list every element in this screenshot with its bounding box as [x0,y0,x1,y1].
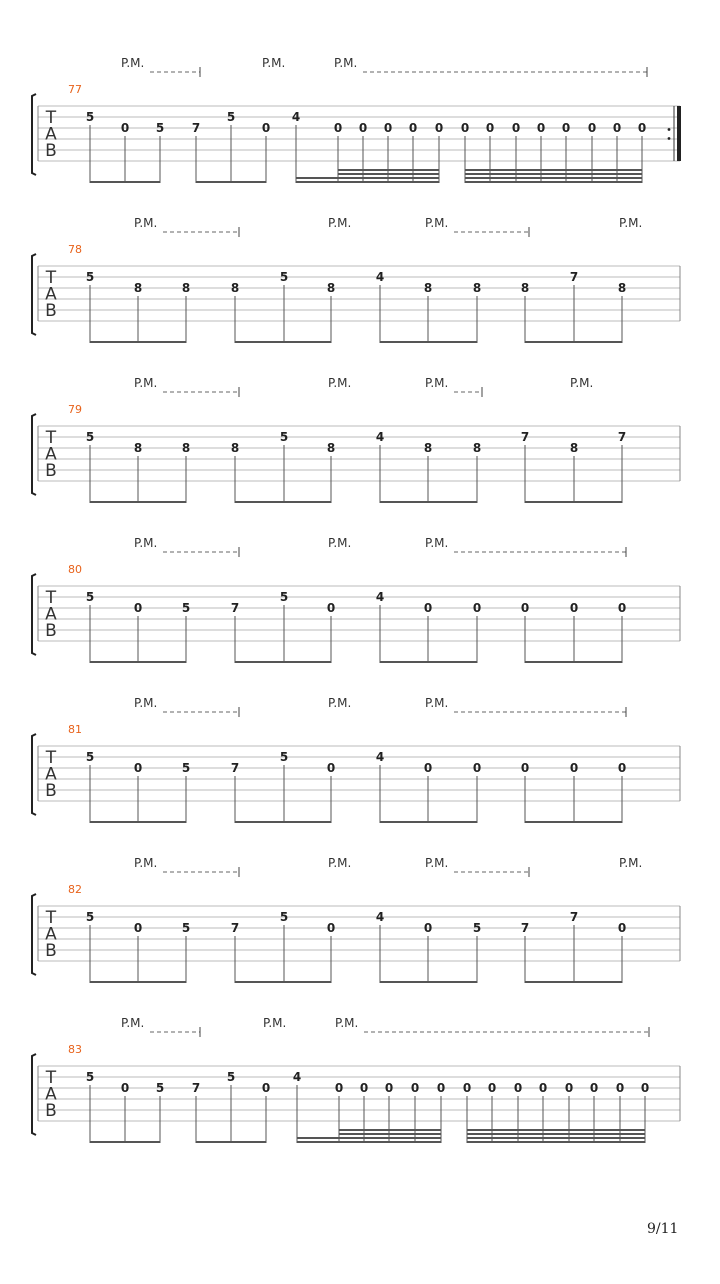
note-beam [525,981,622,983]
fret-number: 0 [423,921,433,935]
tab-letter: T [45,428,57,448]
fret-number: 7 [230,921,240,935]
palm-mute-label: P.M. [328,376,352,390]
fret-number: 5 [155,1081,165,1095]
note-beam [235,981,331,983]
fret-number: 0 [615,1081,625,1095]
fret-number: 0 [538,1081,548,1095]
note-beam [465,177,642,179]
fret-number: 5 [85,110,95,124]
note-beam [338,173,439,175]
tab-letter: A [45,764,57,785]
tab-letter: A [45,604,57,625]
fret-number: 0 [359,1081,369,1095]
fret-number: 5 [279,430,289,444]
note-beam [380,341,477,343]
fret-number: 0 [520,601,530,615]
fret-number: 0 [511,121,521,135]
tab-letter: T [45,748,57,768]
fret-number: 7 [520,430,530,444]
fret-number: 0 [472,601,482,615]
note-beam [296,177,439,179]
fret-number: 7 [230,601,240,615]
fret-number: 5 [85,430,95,444]
fret-number: 8 [230,441,240,455]
fret-number: 0 [564,1081,574,1095]
fret-number: 8 [569,441,579,455]
tab-letter: T [45,1068,57,1088]
measure-number: 78 [68,243,82,256]
fret-number: 0 [423,761,433,775]
note-beam [467,1133,645,1135]
note-beam [339,1129,441,1131]
note-beam [297,1141,441,1143]
fret-number: 0 [569,761,579,775]
note-beam [380,981,477,983]
repeat-thick-barline [677,106,681,161]
fret-number: 8 [133,281,143,295]
palm-mute-label: P.M. [425,376,449,390]
measure-number: 83 [68,1043,82,1056]
fret-number: 5 [279,750,289,764]
note-beam [90,981,186,983]
tab-letter: A [45,444,57,465]
fret-number: 4 [375,910,385,924]
palm-mute-label: P.M. [328,856,352,870]
system-bracket [32,1054,36,1135]
fret-number: 4 [292,1070,302,1084]
note-beam [467,1137,645,1139]
measure-number: 79 [68,403,82,416]
fret-number: 7 [191,121,201,135]
note-beam [235,661,331,663]
tab-letter: B [45,1101,57,1121]
fret-number: 5 [279,590,289,604]
fret-number: 0 [133,601,143,615]
fret-number: 0 [569,601,579,615]
palm-mute-label: P.M. [328,696,352,710]
note-beam [380,661,477,663]
fret-number: 0 [434,121,444,135]
palm-mute-label: P.M. [619,216,643,230]
fret-number: 7 [191,1081,201,1095]
note-beam [525,821,622,823]
palm-mute-label: P.M. [262,56,286,70]
note-beam [467,1141,645,1143]
tab-letter: A [45,924,57,945]
fret-number: 7 [617,430,627,444]
tab-letter: B [45,461,57,481]
tab-system-78 [32,216,680,343]
fret-number: 5 [85,1070,95,1084]
system-bracket [32,894,36,975]
tab-letter: B [45,141,57,161]
tab-letter: B [45,301,57,321]
fret-number: 5 [181,921,191,935]
note-beam [338,169,439,171]
fret-number: 0 [261,121,271,135]
palm-mute-label: P.M. [134,696,158,710]
palm-mute-label: P.M. [425,536,449,550]
tab-system-81 [32,696,680,823]
tab-letter: T [45,588,57,608]
note-beam [196,181,266,183]
note-beam [90,341,186,343]
palm-mute-label: P.M. [134,376,158,390]
fret-number: 0 [410,1081,420,1095]
palm-mute-label: P.M. [134,536,158,550]
measure-number: 80 [68,563,82,576]
fret-number: 0 [326,921,336,935]
fret-number: 0 [462,1081,472,1095]
fret-number: 0 [587,121,597,135]
note-beam [235,501,331,503]
tab-system-77 [32,56,681,183]
fret-number: 8 [326,441,336,455]
fret-number: 5 [279,270,289,284]
fret-number: 0 [617,761,627,775]
fret-number: 0 [589,1081,599,1095]
fret-number: 0 [617,601,627,615]
note-beam [467,1129,645,1131]
fret-number: 8 [133,441,143,455]
fret-number: 0 [333,121,343,135]
tab-letter: T [45,908,57,928]
fret-number: 5 [226,1070,236,1084]
repeat-dot [668,128,671,131]
fret-number: 0 [640,1081,650,1095]
fret-number: 4 [375,430,385,444]
fret-number: 0 [133,761,143,775]
fret-number: 0 [561,121,571,135]
system-bracket [32,414,36,495]
fret-number: 8 [520,281,530,295]
fret-number: 0 [485,121,495,135]
fret-number: 0 [120,1081,130,1095]
fret-number: 0 [472,761,482,775]
tab-system-80 [32,536,680,663]
palm-mute-label: P.M. [328,216,352,230]
fret-number: 0 [133,921,143,935]
fret-number: 0 [436,1081,446,1095]
fret-number: 0 [612,121,622,135]
note-beam [525,661,622,663]
fret-number: 5 [472,921,482,935]
tab-system-83 [32,1016,680,1143]
fret-number: 8 [617,281,627,295]
note-beam [90,1141,160,1143]
note-beam [235,341,331,343]
fret-number: 0 [617,921,627,935]
fret-number: 0 [120,121,130,135]
note-beam [90,501,186,503]
fret-number: 5 [181,761,191,775]
fret-number: 5 [279,910,289,924]
note-beam [90,661,186,663]
fret-number: 0 [460,121,470,135]
tab-system-82 [32,856,680,983]
note-beam [380,501,477,503]
fret-number: 5 [226,110,236,124]
palm-mute-label: P.M. [335,1016,359,1030]
fret-number: 0 [637,121,647,135]
fret-number: 0 [326,601,336,615]
note-beam [196,1141,266,1143]
fret-number: 7 [569,270,579,284]
fret-number: 8 [230,281,240,295]
tab-letter: T [45,268,57,288]
tab-letter: B [45,781,57,801]
note-beam [380,821,477,823]
palm-mute-label: P.M. [134,216,158,230]
fret-number: 8 [472,281,482,295]
note-beam [525,341,622,343]
fret-number: 4 [375,270,385,284]
palm-mute-label: P.M. [121,56,145,70]
fret-number: 7 [230,761,240,775]
fret-number: 5 [155,121,165,135]
note-beam [297,1137,441,1139]
fret-number: 0 [384,1081,394,1095]
fret-number: 0 [334,1081,344,1095]
measure-number: 77 [68,83,82,96]
fret-number: 5 [85,910,95,924]
fret-number: 5 [85,590,95,604]
tab-letter: A [45,1084,57,1105]
tab-system-79 [32,376,680,503]
tab-letter: B [45,621,57,641]
system-bracket [32,574,36,655]
fret-number: 7 [520,921,530,935]
fret-number: 8 [472,441,482,455]
palm-mute-label: P.M. [619,856,643,870]
fret-number: 4 [291,110,301,124]
fret-number: 4 [375,590,385,604]
palm-mute-label: P.M. [425,856,449,870]
repeat-dot [668,137,671,140]
fret-number: 4 [375,750,385,764]
fret-number: 8 [423,441,433,455]
note-beam [339,1133,441,1135]
tab-letter: A [45,284,57,305]
palm-mute-label: P.M. [328,536,352,550]
fret-number: 8 [326,281,336,295]
measure-number: 82 [68,883,82,896]
palm-mute-label: P.M. [334,56,358,70]
fret-number: 0 [513,1081,523,1095]
fret-number: 7 [569,910,579,924]
fret-number: 0 [487,1081,497,1095]
palm-mute-label: P.M. [134,856,158,870]
system-bracket [32,94,36,175]
fret-number: 0 [261,1081,271,1095]
palm-mute-label: P.M. [570,376,594,390]
tab-letter: A [45,124,57,145]
fret-number: 0 [326,761,336,775]
note-beam [235,821,331,823]
palm-mute-label: P.M. [425,696,449,710]
fret-number: 8 [423,281,433,295]
fret-number: 5 [85,270,95,284]
tab-letter: B [45,941,57,961]
tab-letter: T [45,108,57,128]
system-bracket [32,734,36,815]
page-number: 9/11 [647,1221,679,1237]
fret-number: 0 [423,601,433,615]
palm-mute-label: P.M. [121,1016,145,1030]
note-beam [90,181,160,183]
fret-number: 5 [181,601,191,615]
palm-mute-label: P.M. [263,1016,287,1030]
note-beam [465,173,642,175]
note-beam [296,181,439,183]
fret-number: 5 [85,750,95,764]
note-beam [90,821,186,823]
fret-number: 0 [520,761,530,775]
note-beam [465,169,642,171]
fret-number: 8 [181,441,191,455]
system-bracket [32,254,36,335]
fret-number: 0 [358,121,368,135]
measure-number: 81 [68,723,82,736]
note-beam [525,501,622,503]
fret-number: 0 [383,121,393,135]
note-beam [465,181,642,183]
fret-number: 0 [408,121,418,135]
fret-number: 0 [536,121,546,135]
fret-number: 8 [181,281,191,295]
palm-mute-label: P.M. [425,216,449,230]
